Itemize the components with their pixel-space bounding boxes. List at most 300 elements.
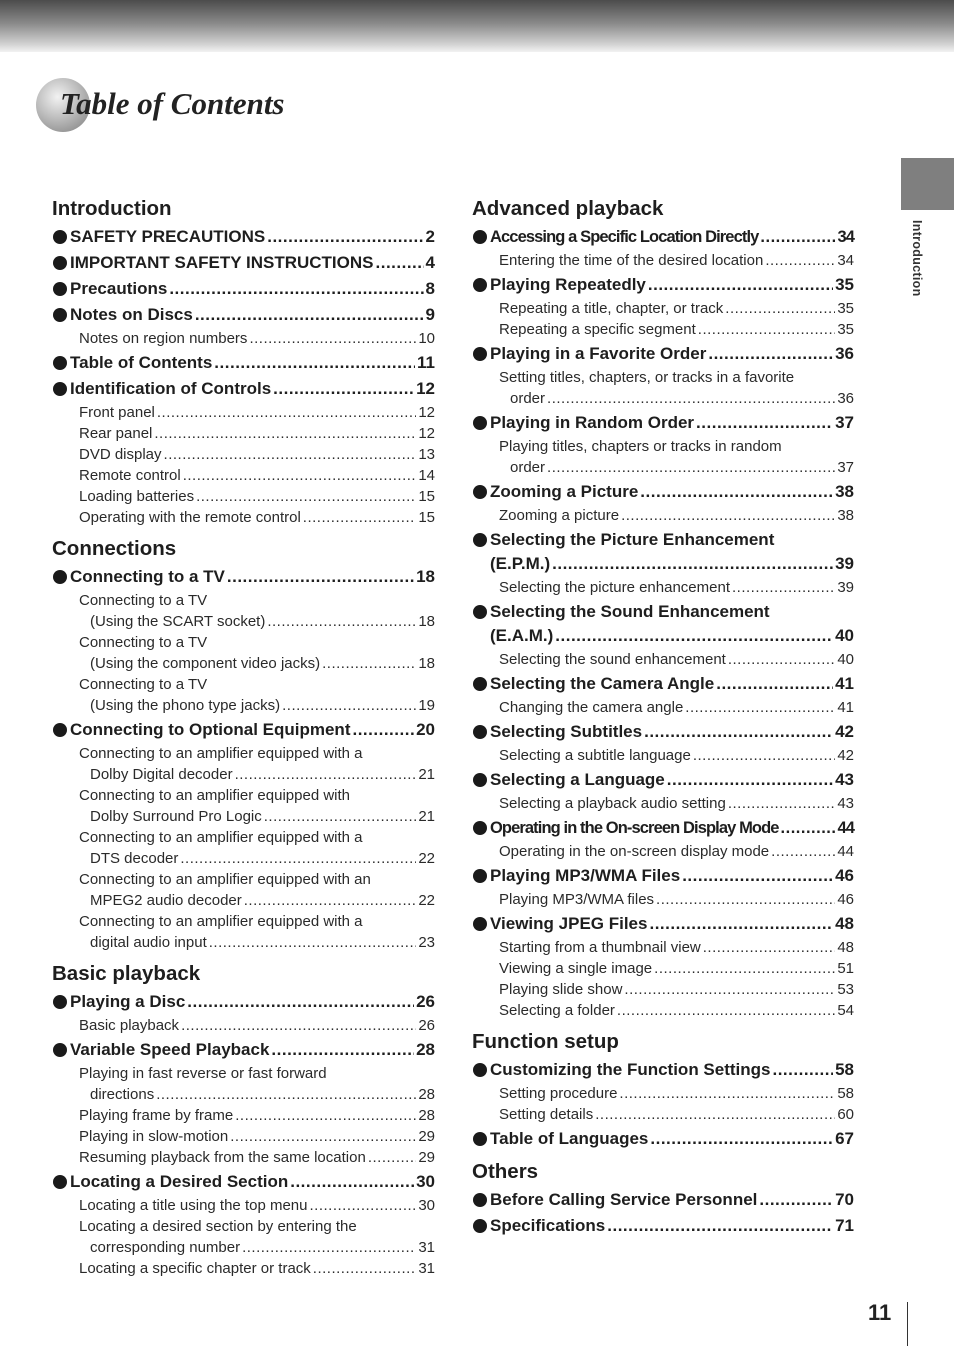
sub-entry-line: Connecting to a TV <box>79 634 208 651</box>
dot-leader <box>698 319 836 340</box>
page-ref: 30 <box>418 1197 435 1214</box>
dot-leader <box>771 841 835 862</box>
dot-leader <box>169 277 423 301</box>
bullet-icon <box>53 282 67 296</box>
toc-sub-entry[interactable] <box>79 827 435 869</box>
page-ref: 35 <box>837 300 854 317</box>
toc-section <box>472 196 854 1021</box>
entry-label: Operating in the on-screen display mode <box>499 843 770 860</box>
page-ref: 26 <box>418 1017 435 1034</box>
toc-sub-entry[interactable] <box>499 1104 854 1125</box>
entry-title-line <box>490 864 854 888</box>
sub-entry-list <box>490 697 854 718</box>
toc-sub-entry[interactable] <box>79 632 435 674</box>
bullet-icon <box>53 570 67 584</box>
toc-sub-entry[interactable] <box>499 436 854 478</box>
dot-leader <box>181 1015 416 1036</box>
entry-label: Basic playback <box>79 1017 180 1034</box>
page-ref: 20 <box>416 720 435 739</box>
toc-column-left <box>52 196 435 1287</box>
toc-entry[interactable] <box>472 672 854 718</box>
entry-title-line <box>490 672 854 696</box>
dot-leader <box>282 695 416 716</box>
dot-leader <box>264 806 417 827</box>
entry-label: MPEG2 audio decoder <box>90 892 242 909</box>
toc-entry[interactable] <box>472 768 854 814</box>
dot-leader <box>685 697 835 718</box>
entry-label: Playing in slow-motion <box>79 1128 229 1145</box>
sub-entry-line <box>79 848 435 869</box>
entry-label: Starting from a thumbnail view <box>499 939 701 956</box>
sub-entry-line <box>79 507 435 528</box>
entry-label: Locating a Desired Section <box>70 1172 289 1191</box>
dot-leader <box>760 225 835 249</box>
page-ref: 39 <box>835 554 854 573</box>
entry-title-line <box>70 225 435 249</box>
bullet-icon <box>473 1132 487 1146</box>
entry-label: Connecting to Optional Equipment <box>70 720 351 739</box>
dot-leader <box>617 1000 835 1021</box>
entry-label: (Using the SCART socket) <box>90 613 266 630</box>
toc-entry[interactable] <box>472 225 854 271</box>
toc-entry[interactable] <box>472 816 854 862</box>
sub-entry-list <box>490 250 854 271</box>
sub-entry-list <box>490 436 854 478</box>
entry-title-line <box>490 342 854 366</box>
sub-entry-line <box>79 1105 435 1126</box>
bullet-icon <box>473 230 487 244</box>
sub-entry-list <box>70 743 435 953</box>
entry-label: Selecting Subtitles <box>490 722 643 741</box>
entry-title-line <box>490 1188 854 1212</box>
page-ref: 26 <box>416 992 435 1011</box>
page-ref: 43 <box>837 795 854 812</box>
entry-title-line <box>70 1170 435 1194</box>
bullet-icon <box>473 1193 487 1207</box>
dot-leader <box>180 848 416 869</box>
page-ref: 39 <box>837 579 854 596</box>
entry-title <box>490 864 854 888</box>
toc-sub-entry[interactable] <box>79 911 435 953</box>
toc-sub-entry[interactable] <box>79 1063 435 1105</box>
entry-label: Selecting a Language <box>490 770 665 789</box>
entry-label: order <box>510 459 546 476</box>
entry-label: Customizing the Function Settings <box>490 1060 771 1079</box>
toc-section <box>472 1159 854 1238</box>
entry-label: Notes on Discs <box>70 305 193 324</box>
toc-entry[interactable] <box>472 912 854 1021</box>
sub-entry-line <box>499 889 854 910</box>
page-ref: 12 <box>416 379 435 398</box>
toc-sub-entry[interactable] <box>79 590 435 632</box>
sub-entry-line <box>499 319 854 340</box>
dot-leader <box>235 764 417 785</box>
toc-entry[interactable] <box>52 990 435 1036</box>
page-ref: 38 <box>835 482 854 501</box>
dot-leader <box>728 649 835 670</box>
toc-entry[interactable] <box>52 225 435 249</box>
sub-entry-line: Locating a desired section by entering the <box>79 1218 357 1235</box>
toc-sub-entry[interactable] <box>79 486 435 507</box>
entry-label: SAFETY PRECAUTIONS <box>70 227 266 246</box>
entry-label: Operating in the On-screen Display Mode <box>490 819 779 837</box>
entry-label: IMPORTANT SAFETY INSTRUCTIONS <box>70 253 374 272</box>
entry-label: (E.P.M.) <box>490 554 551 573</box>
dot-leader <box>183 465 417 486</box>
bullet-icon <box>473 278 487 292</box>
entry-label: Identification of Controls <box>70 379 272 398</box>
dot-leader <box>154 423 416 444</box>
page-ref: 34 <box>837 252 854 269</box>
entry-title-line <box>70 377 435 401</box>
toc-entry[interactable] <box>52 718 435 953</box>
page-ref: 36 <box>835 344 854 363</box>
entry-label: Selecting a subtitle language <box>499 747 691 764</box>
page-ref: 28 <box>418 1107 435 1124</box>
page-ref: 13 <box>418 446 435 463</box>
entry-label: Variable Speed Playback <box>70 1040 270 1059</box>
sub-entry-line <box>79 695 435 716</box>
toc-entry[interactable] <box>472 411 854 478</box>
toc-sub-entry[interactable] <box>79 674 435 716</box>
dot-leader <box>728 793 835 814</box>
page-ref: 2 <box>425 227 435 246</box>
dot-leader <box>368 1147 417 1168</box>
dot-leader <box>310 1195 417 1216</box>
toc-sub-entry[interactable] <box>79 444 435 465</box>
toc-sub-entry[interactable] <box>499 1000 854 1021</box>
entry-label: Viewing a single image <box>499 960 653 977</box>
dot-leader <box>703 937 836 958</box>
section-tab-label: Introduction <box>910 220 924 297</box>
sub-entry-line <box>499 388 854 409</box>
entry-label: Playing slide show <box>499 981 623 998</box>
toc-section <box>52 536 435 953</box>
entry-title-line <box>490 225 854 249</box>
dot-leader <box>595 1104 835 1125</box>
entry-label: Playing frame by frame <box>79 1107 234 1124</box>
sub-entry-line <box>499 697 854 718</box>
bullet-icon <box>53 723 67 737</box>
bullet-icon <box>53 308 67 322</box>
bullet-icon <box>473 485 487 499</box>
toc-entry[interactable] <box>52 1170 435 1279</box>
sub-entry-list <box>490 841 854 862</box>
toc-entry[interactable] <box>472 864 854 910</box>
section-heading: Others <box>472 1160 539 1183</box>
toc-sub-entry[interactable] <box>79 507 435 528</box>
bullet-icon <box>53 1175 67 1189</box>
entry-title-line <box>490 273 854 297</box>
entry-title <box>70 565 435 589</box>
sub-entry-line: Playing titles, chapters or tracks in random <box>499 438 782 455</box>
toc-entry[interactable] <box>472 528 854 598</box>
sub-entry-line <box>79 402 435 423</box>
bullet-icon <box>473 677 487 691</box>
header-band <box>0 0 954 52</box>
toc-sub-entry[interactable] <box>79 328 435 349</box>
dot-leader <box>650 1127 833 1151</box>
dot-leader <box>781 816 836 840</box>
entry-title <box>490 720 854 744</box>
toc-sub-entry[interactable] <box>499 697 854 718</box>
page-ref: 11 <box>417 353 435 372</box>
dot-leader <box>716 672 833 696</box>
section-heading: Advanced playback <box>472 197 664 220</box>
entry-title-line: Selecting the Sound Enhancement <box>490 602 770 621</box>
toc-sub-entry[interactable] <box>79 1216 435 1258</box>
page-ref: 40 <box>835 626 854 645</box>
toc-sub-entry[interactable] <box>79 743 435 785</box>
dot-leader <box>640 480 833 504</box>
page-ref: 60 <box>837 1106 854 1123</box>
bullet-icon <box>473 725 487 739</box>
sub-entry-line <box>499 298 854 319</box>
sub-entry-list <box>490 505 854 526</box>
dot-leader <box>267 611 416 632</box>
dot-leader <box>244 890 417 911</box>
entry-label: Selecting the Camera Angle <box>490 674 715 693</box>
sub-entry-line <box>79 932 435 953</box>
page-ref: 18 <box>416 567 435 586</box>
page-ref: 37 <box>835 413 854 432</box>
entry-title <box>490 225 854 249</box>
sub-entry-line <box>79 1126 435 1147</box>
entry-label: Playing in Random Order <box>490 413 695 432</box>
entry-title <box>70 251 435 275</box>
page-ref: 30 <box>416 1172 435 1191</box>
toc-sub-entry[interactable] <box>79 1015 435 1036</box>
dot-leader <box>547 457 835 478</box>
toc-sub-entry[interactable] <box>79 423 435 444</box>
toc-sub-entry[interactable] <box>499 1083 854 1104</box>
page-ref: 31 <box>418 1260 435 1277</box>
toc-sub-entry[interactable] <box>499 298 854 319</box>
toc-sub-entry[interactable] <box>499 889 854 910</box>
sub-entry-line <box>499 979 854 1000</box>
toc-sub-entry[interactable] <box>79 1195 435 1216</box>
toc-entry[interactable] <box>52 565 435 716</box>
page-ref: 42 <box>837 747 854 764</box>
sub-entry-line <box>499 937 854 958</box>
toc-section <box>52 961 435 1279</box>
entry-label: Specifications <box>490 1216 606 1235</box>
toc-sub-entry[interactable] <box>499 577 854 598</box>
toc-sub-entry[interactable] <box>499 979 854 1000</box>
sub-entry-line <box>79 1084 435 1105</box>
dot-leader <box>249 328 416 349</box>
toc-sub-entry[interactable] <box>499 841 854 862</box>
sub-entry-line: Connecting to a TV <box>79 592 208 609</box>
dot-leader <box>693 745 836 766</box>
sub-entry-list <box>490 1083 854 1125</box>
bullet-icon <box>53 382 67 396</box>
toc-entry[interactable] <box>52 351 435 375</box>
entry-title <box>70 1038 435 1062</box>
sub-entry-line <box>499 577 854 598</box>
sub-entry-line <box>499 250 854 271</box>
toc-sub-entry[interactable] <box>499 649 854 670</box>
entry-title <box>490 273 854 297</box>
toc-entry[interactable] <box>472 1214 854 1238</box>
page-ref: 48 <box>835 914 854 933</box>
entry-title <box>70 277 435 301</box>
toc-sub-entry[interactable] <box>499 745 854 766</box>
page-number-rule <box>907 1302 908 1346</box>
entry-label: Repeating a specific segment <box>499 321 696 338</box>
page-ref: 37 <box>837 459 854 476</box>
toc-entry[interactable] <box>52 1038 435 1168</box>
entry-title-line <box>490 1214 854 1238</box>
entry-title-line <box>70 303 435 327</box>
entry-label: Locating a title using the top menu <box>79 1197 308 1214</box>
entry-label: Table of Languages <box>490 1129 649 1148</box>
page-ref: 70 <box>835 1190 854 1209</box>
toc-entry[interactable] <box>472 1127 854 1151</box>
entry-title-line <box>490 912 854 936</box>
entry-title <box>490 912 854 936</box>
page-ref: 29 <box>418 1128 435 1145</box>
sub-entry-line <box>499 1104 854 1125</box>
page-ref: 42 <box>835 722 854 741</box>
toc-sub-entry[interactable] <box>499 319 854 340</box>
entry-title-line <box>70 565 435 589</box>
sub-entry-line <box>79 465 435 486</box>
entry-title-line: Selecting the Picture Enhancement <box>490 530 775 549</box>
dot-leader <box>725 298 835 319</box>
entry-label: Precautions <box>70 279 168 298</box>
entry-title-line <box>70 251 435 275</box>
sub-entry-list <box>490 745 854 766</box>
sub-entry-line <box>79 444 435 465</box>
dot-leader <box>648 273 833 297</box>
page-ref: 43 <box>835 770 854 789</box>
toc-entry[interactable] <box>472 273 854 340</box>
toc-entry[interactable] <box>52 303 435 349</box>
toc-sub-entry[interactable] <box>79 465 435 486</box>
page-ref: 31 <box>418 1239 435 1256</box>
page-ref: 67 <box>835 1129 854 1148</box>
toc-sub-entry[interactable] <box>499 505 854 526</box>
sub-entry-list <box>70 1015 435 1036</box>
sub-entry-list <box>490 577 854 598</box>
toc-sub-entry[interactable] <box>79 1147 435 1168</box>
sub-entry-list <box>490 937 854 1021</box>
sub-entry-line <box>499 505 854 526</box>
dot-leader <box>187 990 414 1014</box>
toc-sub-entry[interactable] <box>79 869 435 911</box>
entry-title <box>490 816 854 840</box>
toc-sub-entry[interactable] <box>499 937 854 958</box>
dot-leader <box>555 624 833 648</box>
toc-entry[interactable] <box>472 1058 854 1125</box>
dot-leader <box>772 1058 833 1082</box>
toc-sub-entry[interactable] <box>79 1126 435 1147</box>
page-ref: 54 <box>837 1002 854 1019</box>
page-ref: 58 <box>837 1085 854 1102</box>
toc-entry[interactable] <box>52 277 435 301</box>
sub-entry-line <box>79 1258 435 1279</box>
page-ref: 46 <box>835 866 854 885</box>
entry-title <box>490 1188 854 1212</box>
entry-label: Setting procedure <box>499 1085 618 1102</box>
sub-entry-line <box>499 1083 854 1104</box>
toc-entry[interactable] <box>472 1188 854 1212</box>
toc-entry[interactable] <box>472 720 854 766</box>
entry-title-line <box>490 816 854 840</box>
dot-leader <box>209 932 417 953</box>
bullet-icon <box>53 1043 67 1057</box>
toc-sub-entry[interactable] <box>499 793 854 814</box>
entry-label: Remote control <box>79 467 181 484</box>
entry-title-line <box>490 552 854 576</box>
toc-sub-entry[interactable] <box>79 1258 435 1279</box>
entry-label: Front panel <box>79 404 155 421</box>
dot-leader <box>552 552 833 576</box>
toc-sub-entry[interactable] <box>79 1105 435 1126</box>
toc-entry[interactable] <box>472 480 854 526</box>
toc-sub-entry[interactable] <box>499 367 854 409</box>
entry-label: Playing MP3/WMA files <box>499 891 655 908</box>
dot-leader <box>271 1038 414 1062</box>
dot-leader <box>156 1084 416 1105</box>
sub-entry-line <box>79 764 435 785</box>
entry-label: Before Calling Service Personnel <box>490 1190 758 1209</box>
page-number: 11 <box>868 1300 892 1325</box>
sub-entry-line <box>499 649 854 670</box>
dot-leader <box>621 505 835 526</box>
page-ref: 21 <box>418 766 435 783</box>
toc-entry[interactable] <box>472 342 854 409</box>
sub-entry-list <box>490 298 854 340</box>
entry-label: Playing Repeatedly <box>490 275 646 294</box>
dot-leader <box>313 1258 417 1279</box>
entry-label: Selecting the sound enhancement <box>499 651 726 668</box>
toc-sub-entry[interactable] <box>79 402 435 423</box>
dot-leader <box>619 1083 835 1104</box>
sub-entry-list <box>70 402 435 528</box>
dot-leader <box>230 1126 416 1147</box>
entry-label: Playing in a Favorite Order <box>490 344 707 363</box>
dot-leader <box>303 507 417 528</box>
sub-entry-line <box>79 890 435 911</box>
entry-title-line <box>70 990 435 1014</box>
toc-entry[interactable] <box>52 251 435 275</box>
page-ref: 15 <box>418 509 435 526</box>
section-heading: Connections <box>52 537 177 560</box>
sub-entry-line: Connecting to a TV <box>79 676 208 693</box>
dot-leader <box>732 577 835 598</box>
page-ref: 28 <box>418 1086 435 1103</box>
sub-entry-line: Playing in fast reverse or fast forward <box>79 1065 327 1082</box>
sub-entry-line: Connecting to an amplifier equipped with a <box>79 913 363 930</box>
toc-sub-entry[interactable] <box>79 785 435 827</box>
entry-label: Notes on region numbers <box>79 330 248 347</box>
entry-title-line <box>70 718 435 742</box>
toc-sub-entry[interactable] <box>499 250 854 271</box>
dot-leader <box>273 377 414 401</box>
page-ref: 12 <box>418 425 435 442</box>
toc-entry[interactable] <box>472 600 854 670</box>
entry-label: DVD display <box>79 446 162 463</box>
toc-sub-entry[interactable] <box>499 958 854 979</box>
dot-leader <box>667 768 833 792</box>
sub-entry-line <box>79 423 435 444</box>
toc-entry[interactable] <box>52 377 435 528</box>
entry-label: digital audio input <box>90 934 207 951</box>
sub-entry-list <box>490 793 854 814</box>
dot-leader <box>195 303 424 327</box>
